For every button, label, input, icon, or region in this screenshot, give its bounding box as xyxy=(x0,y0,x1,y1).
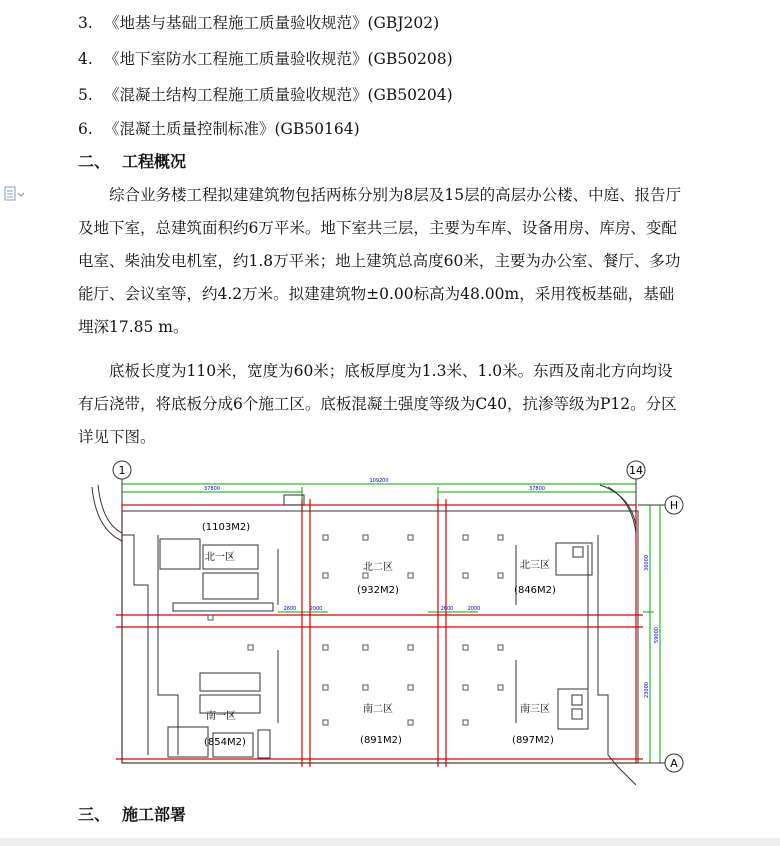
section-number: 三、 xyxy=(78,805,111,824)
reference-item xyxy=(78,85,453,105)
overview-paragraph xyxy=(78,179,688,344)
dimension-pour-right-b: 2000 xyxy=(467,606,481,612)
reference-text: 《地基与基础工程施工质量验收规范》(GBJ202) xyxy=(104,14,440,32)
zone-area: (932M2) xyxy=(357,585,399,596)
dimension-top-right: 37800 xyxy=(529,486,545,492)
zone-area: (854M2) xyxy=(204,737,246,748)
page-bottom-edge xyxy=(0,838,780,846)
reference-text: 《地下室防水工程施工质量验收规范》(GB50208) xyxy=(104,50,453,68)
zone-area: (891M2) xyxy=(360,735,402,746)
reference-item xyxy=(78,49,453,69)
reference-item xyxy=(78,13,439,33)
zone-label: 北二区 xyxy=(363,562,393,573)
paragraph-text: 综合业务楼工程拟建建筑物包括两栋分别为8层及15层的高层办公楼、中庭、报告厅及地下室，总建筑面积约6万平米。地下室共三层，主要为车库、设备用房、库房、变配电室、柴油发电机室，约1.8万平米；地上建筑总高度60米，主要为办公室、餐厅、多功能厅、会议室等，约4.2万米。拟建建筑物±0.00标高为48.00m，采用筏板基础，基础埋深17.85 m。 xyxy=(78,186,682,336)
paragraph-anchor-icon[interactable] xyxy=(4,186,26,202)
zone-label: 南三区 xyxy=(520,704,550,715)
reference-number: 5. xyxy=(78,86,93,104)
dimension-pour-left-b: 2000 xyxy=(309,606,323,612)
zone-area: (1103M2) xyxy=(201,522,251,533)
dimension-total: 109200 xyxy=(369,478,389,484)
paragraph-text: 底板长度为110米，宽度为60米；底板厚度为1.3米、1.0米。东西及南北方向均设有后浇带，将底板分成6个施工区。底板混凝土强度等级为C40，抗渗等级为P12。分区详见下图。 xyxy=(78,362,677,446)
axis-label-bottom: A xyxy=(670,757,678,770)
dimension-lines xyxy=(122,477,666,763)
zone-label: 南一区 xyxy=(206,711,236,722)
section-heading xyxy=(78,805,186,825)
axis-label-top: H xyxy=(669,499,679,512)
reference-text: 《混凝土质量控制标准》(GB50164) xyxy=(104,120,360,138)
reference-number: 6. xyxy=(78,120,93,138)
axis-label-left: 1 xyxy=(118,464,126,477)
dimension-right-lower: 23000 xyxy=(644,682,650,698)
axis-label-right: 14 xyxy=(629,464,643,477)
zone-area: (846M2) xyxy=(514,585,556,596)
zone-area: (897M2) xyxy=(512,735,554,746)
dimension-right-upper: 36000 xyxy=(644,555,650,571)
column-grid xyxy=(208,535,503,725)
foundation-zone-plan xyxy=(88,455,688,785)
section-heading xyxy=(78,152,186,172)
dimension-pour-right-a: 2600 xyxy=(440,606,454,612)
zone-label: 北三区 xyxy=(520,560,550,571)
dimension-top-left: 37800 xyxy=(204,486,220,492)
dimension-pour-left-a: 2600 xyxy=(283,606,297,612)
zone-label: 南二区 xyxy=(363,704,393,715)
zone-label: 北一区 xyxy=(205,552,235,563)
section-number: 二、 xyxy=(78,152,111,171)
reference-text: 《混凝土结构工程施工质量验收规范》(GB50204) xyxy=(104,86,453,104)
reference-number: 3. xyxy=(78,14,93,32)
baseplate-paragraph xyxy=(78,355,688,454)
section-title: 施工部署 xyxy=(122,805,187,824)
reference-item xyxy=(78,119,360,139)
reference-number: 4. xyxy=(78,50,93,68)
dimension-right-total: 59000 xyxy=(654,627,660,643)
section-title: 工程概况 xyxy=(122,152,187,171)
